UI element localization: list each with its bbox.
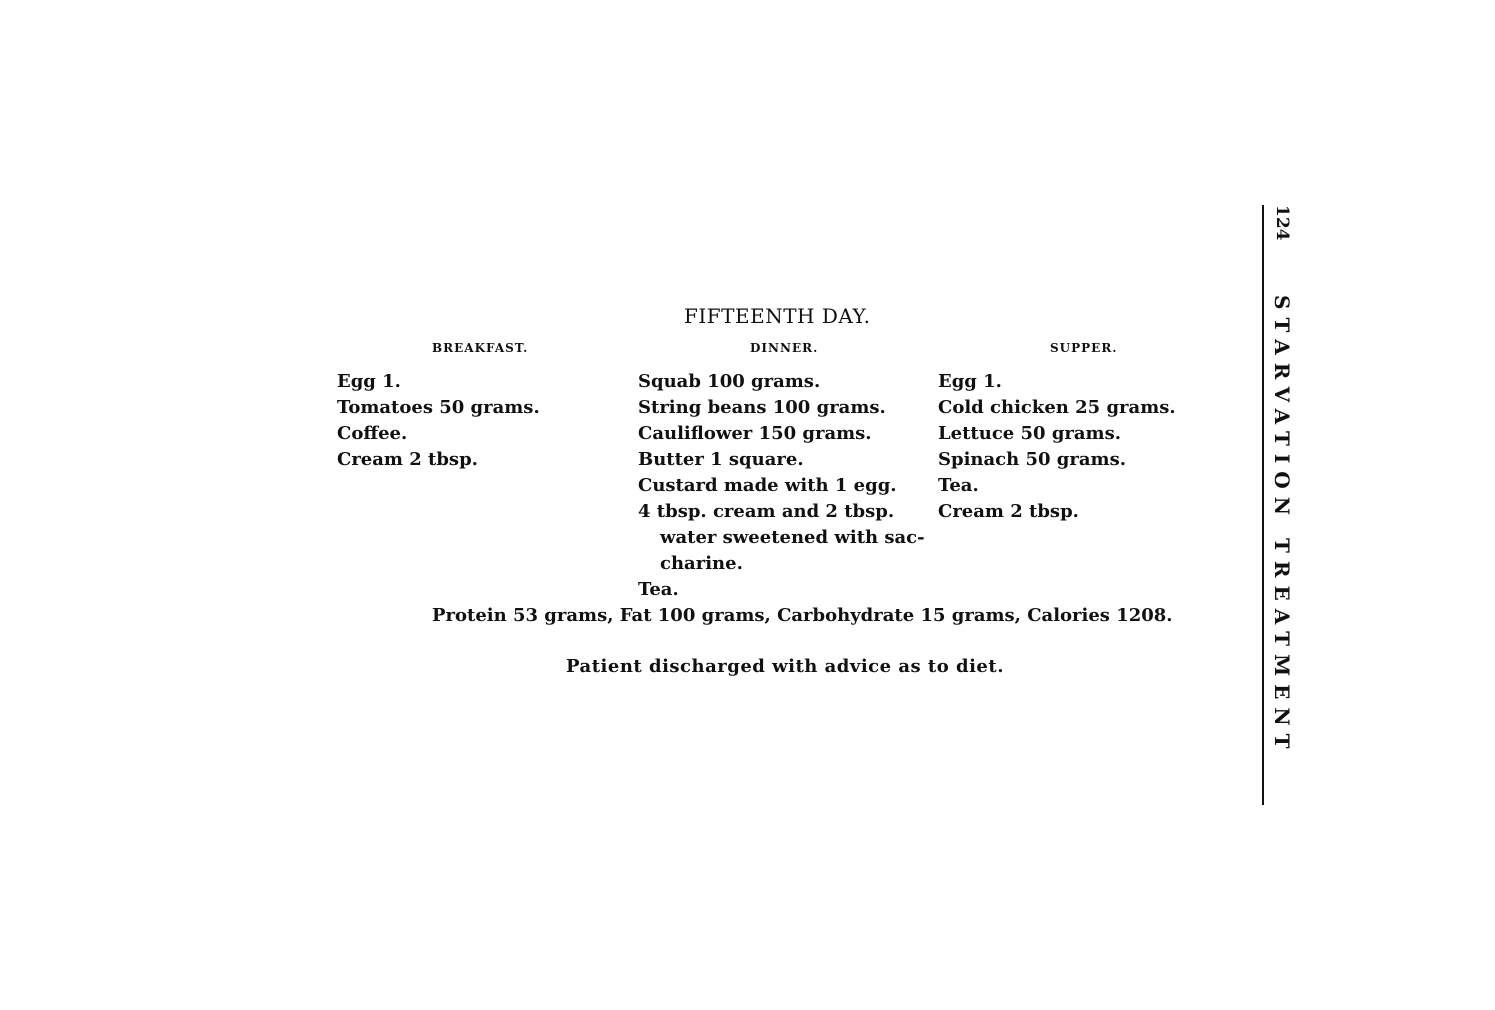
supper-item: Spinach 50 grams. [938, 449, 1126, 470]
day-title: FIFTEENTH DAY. [684, 304, 871, 328]
dinner-item: Butter 1 square. [638, 449, 804, 470]
dinner-item: Custard made with 1 egg. [638, 475, 897, 496]
page-rule [1262, 205, 1264, 805]
dinner-item: Squab 100 grams. [638, 371, 821, 392]
nutrition-summary: Protein 53 grams, Fat 100 grams, Carbohydrate 15 grams, Calories 1208. [432, 605, 1173, 626]
dinner-item: Cauliflower 150 grams. [638, 423, 872, 444]
running-head-text [1270, 205, 1294, 757]
breakfast-item: Coffee. [337, 423, 408, 444]
dinner-heading: DINNER. [750, 341, 819, 355]
breakfast-item: Egg 1. [337, 371, 401, 392]
dinner-item: String beans 100 grams. [638, 397, 886, 418]
breakfast-item: Tomatoes 50 grams. [337, 397, 540, 418]
supper-item: Tea. [938, 475, 979, 496]
supper-column [938, 369, 1176, 525]
breakfast-column [337, 369, 540, 473]
running-head-title: STARVATION TREATMENT [1270, 295, 1294, 758]
supper-heading: SUPPER. [1050, 341, 1118, 355]
running-head [1262, 205, 1298, 805]
breakfast-heading: BREAKFAST. [432, 341, 529, 355]
supper-item: Egg 1. [938, 371, 1002, 392]
page-number: 124 [1272, 205, 1292, 241]
supper-item: Cold chicken 25 grams. [938, 397, 1176, 418]
dinner-item: charine. [660, 553, 743, 574]
dinner-column [638, 369, 925, 603]
dinner-item: 4 tbsp. cream and 2 tbsp. [638, 501, 895, 522]
breakfast-item: Cream 2 tbsp. [337, 449, 478, 470]
supper-item: Cream 2 tbsp. [938, 501, 1079, 522]
discharge-note: Patient discharged with advice as to diet. [566, 656, 1004, 677]
dinner-item: Tea. [638, 579, 679, 600]
supper-item: Lettuce 50 grams. [938, 423, 1121, 444]
dinner-item: water sweetened with sac- [660, 527, 925, 548]
